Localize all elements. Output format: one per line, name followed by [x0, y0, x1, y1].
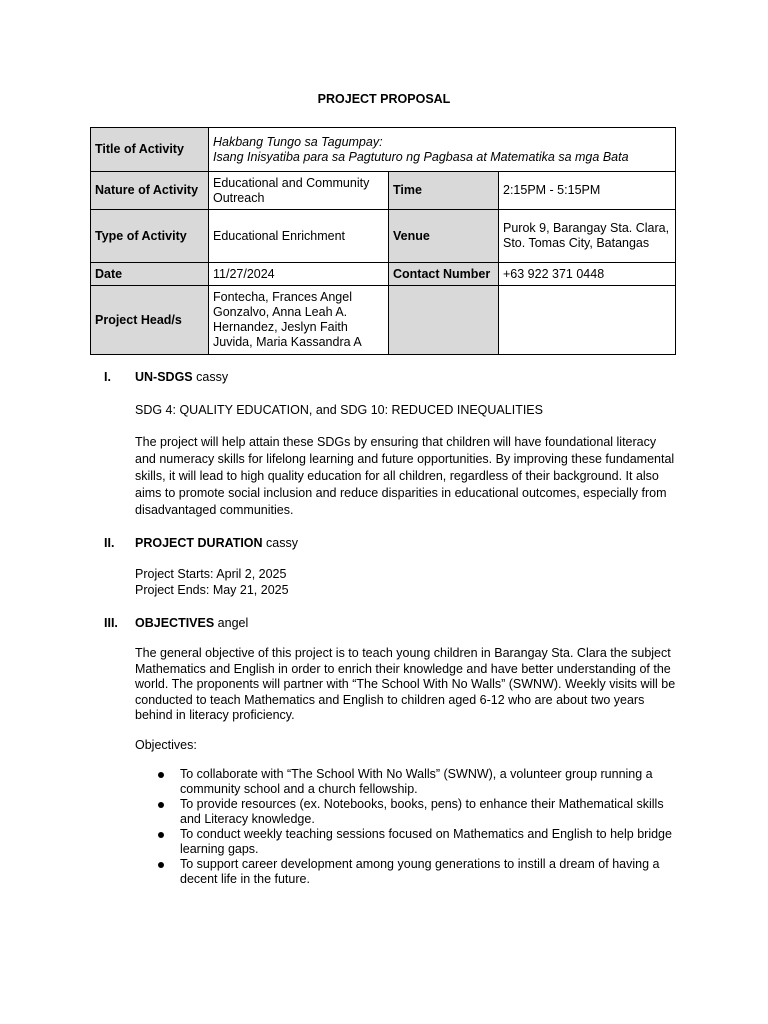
- list-item: [135, 857, 680, 887]
- contact-number-label: Contact Number: [389, 263, 499, 286]
- objective-text: To conduct weekly teaching sessions focused on Mathematics and English to help bridge learning gaps.: [180, 827, 672, 856]
- section-1-heading: [104, 370, 684, 384]
- project-end: Project Ends: May 21, 2025: [135, 583, 289, 597]
- bullet-icon: [158, 772, 164, 778]
- date-value: 11/27/2024: [209, 263, 389, 286]
- section-name: OBJECTIVES: [135, 616, 215, 630]
- objective-text: To support career development among young generations to instill a dream of having a decent life in the future.: [180, 857, 660, 886]
- section-author: angel: [214, 616, 249, 630]
- project-head-name: Fontecha, Frances Angel: [213, 290, 352, 304]
- list-item: [135, 767, 680, 797]
- project-heads-value: [209, 286, 389, 355]
- bullet-icon: [158, 802, 164, 808]
- venue-value: Purok 9, Barangay Sta. Clara, Sto. Tomas City, Batangas: [499, 210, 676, 263]
- venue-label: Venue: [389, 210, 499, 263]
- nature-of-activity-value: Educational and Community Outreach: [209, 172, 389, 210]
- section-author: cassy: [192, 370, 229, 384]
- title-line-2: Isang Inisyatiba para sa Pagtuturo ng Pagbasa at Matematika sa mga Bata: [213, 149, 629, 164]
- time-label: Time: [389, 172, 499, 210]
- contact-number-value: +63 922 371 0448: [499, 263, 676, 286]
- date-label: Date: [91, 263, 209, 286]
- objectives-label: Objectives:: [135, 738, 197, 752]
- objective-text: To collaborate with “The School With No Walls” (SWNW), a volunteer group running a community school and a church fellowship.: [180, 767, 653, 796]
- time-value: 2:15PM - 5:15PM: [499, 172, 676, 210]
- section-number: III.: [104, 616, 118, 630]
- section-number: II.: [104, 536, 115, 550]
- empty-cell: [499, 286, 676, 355]
- title-of-activity-label: Title of Activity: [91, 128, 209, 172]
- objective-text: To provide resources (ex. Notebooks, books, pens) to enhance their Mathematical skills and Literacy knowledge.: [180, 797, 664, 826]
- section-number: I.: [104, 370, 111, 384]
- type-of-activity-value: Educational Enrichment: [209, 210, 389, 263]
- project-head-name: Gonzalvo, Anna Leah A.: [213, 305, 348, 319]
- sdgs-paragraph: The project will help attain these SDGs by ensuring that children will have foundational literacy and numeracy skills for lifelong learning and future opportunities. By improving these fundamental skills, it will lead to high quality education for all children, regardless of their background. It also aims to promote social inclusion and reduce disparities in educational outcomes, especially from disadvantaged communities.: [135, 435, 675, 517]
- project-head-name: Juvida, Maria Kassandra A: [213, 335, 362, 349]
- project-start: Project Starts: April 2, 2025: [135, 567, 287, 581]
- section-name: PROJECT DURATION: [135, 536, 263, 550]
- objectives-paragraph: The general objective of this project is to teach young children in Barangay Sta. Clara the subject Mathematics and English in order to enrich their knowledge and have better understanding of the world. The proponents will partner with “The School With No Walls” (SWNW). Weekly visits will be conducted to teach Mathematics and English to children aged 6-12 who are about two years behind in literacy proficiency.: [135, 646, 676, 722]
- section-author: cassy: [262, 536, 298, 550]
- list-item: [135, 797, 680, 827]
- list-item: [135, 827, 680, 857]
- type-of-activity-label: Type of Activity: [91, 210, 209, 263]
- title-line-1: Hakbang Tungo sa Tagumpay:: [213, 134, 383, 149]
- document-title: PROJECT PROPOSAL: [317, 92, 451, 106]
- section-name: UN-SDGS: [135, 370, 193, 384]
- project-heads-label: Project Head/s: [91, 286, 209, 355]
- nature-of-activity-label: Nature of Activity: [91, 172, 209, 210]
- sdgs-line: SDG 4: QUALITY EDUCATION, and SDG 10: REDUCED INEQUALITIES: [135, 403, 543, 417]
- objectives-list: [135, 767, 680, 887]
- empty-grey-cell: [389, 286, 499, 355]
- title-of-activity-value: [209, 128, 676, 172]
- activity-info-table: [90, 127, 676, 355]
- project-head-name: Hernandez, Jeslyn Faith: [213, 320, 348, 334]
- bullet-icon: [158, 832, 164, 838]
- bullet-icon: [158, 862, 164, 868]
- section-2-heading: [104, 536, 684, 550]
- section-3-heading: [104, 616, 684, 630]
